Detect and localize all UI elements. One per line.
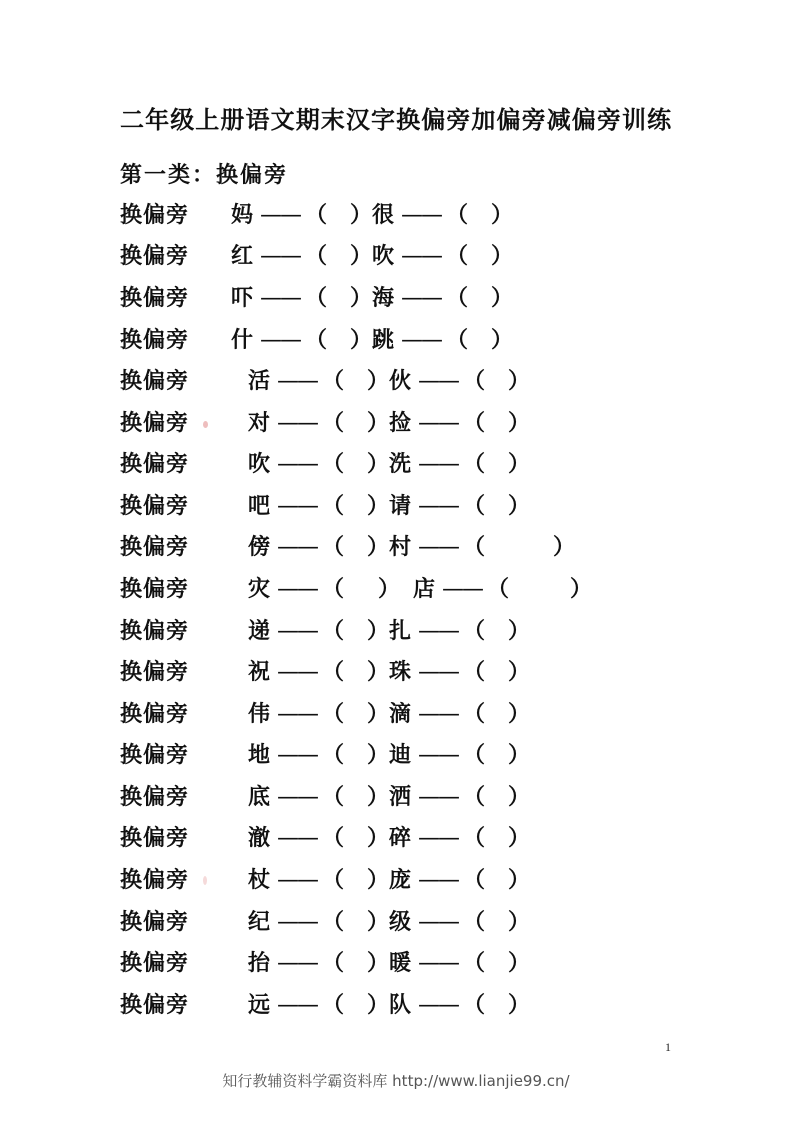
dash: —— xyxy=(277,535,317,561)
dash: —— xyxy=(277,493,317,519)
first-char: 对 xyxy=(248,410,271,436)
exercise-row xyxy=(120,486,680,528)
answer-blank xyxy=(485,783,508,813)
close-paren: ） xyxy=(367,909,390,935)
answer-blank xyxy=(344,409,367,439)
close-paren: ） xyxy=(367,369,390,395)
dash: —— xyxy=(260,285,300,311)
dash: —— xyxy=(418,618,458,644)
close-paren: ） xyxy=(350,327,373,353)
answer-blank xyxy=(468,284,491,314)
first-char: 底 xyxy=(248,784,271,810)
dash: —— xyxy=(260,202,300,228)
second-char: 捡 xyxy=(389,410,412,436)
close-paren: ） xyxy=(367,493,390,519)
answer-blank xyxy=(485,991,508,1021)
answer-blank xyxy=(485,741,508,771)
exercise-row xyxy=(120,902,680,944)
close-paren: ） xyxy=(491,327,514,353)
open-paren: （ xyxy=(305,202,328,228)
answer-blank xyxy=(327,201,350,231)
answer-blank xyxy=(344,908,367,938)
close-paren: ） xyxy=(367,826,390,852)
answer-blank xyxy=(485,658,508,688)
open-paren: （ xyxy=(463,410,486,436)
close-paren: ） xyxy=(508,909,531,935)
row-label: 换偏旁 xyxy=(120,618,190,644)
row-label: 换偏旁 xyxy=(120,992,190,1018)
open-paren: （ xyxy=(322,660,345,686)
open-paren: （ xyxy=(446,327,469,353)
answer-blank xyxy=(344,949,367,979)
open-paren: （ xyxy=(487,576,510,602)
dash: —— xyxy=(277,868,317,894)
dash: —— xyxy=(277,618,317,644)
answer-blank xyxy=(327,242,350,272)
open-paren: （ xyxy=(446,285,469,311)
answer-blank xyxy=(344,617,367,647)
close-paren: ） xyxy=(367,535,390,561)
exercise-row xyxy=(120,777,680,819)
first-char: 抬 xyxy=(248,951,271,977)
row-label: 换偏旁 xyxy=(120,244,190,270)
open-paren: （ xyxy=(322,992,345,1018)
first-char: 什 xyxy=(231,327,254,353)
second-char: 暖 xyxy=(389,951,412,977)
row-label: 换偏旁 xyxy=(120,369,190,395)
open-paren: （ xyxy=(463,701,486,727)
first-char: 吹 xyxy=(248,452,271,478)
open-paren: （ xyxy=(463,826,486,852)
open-paren: （ xyxy=(322,618,345,644)
dash: —— xyxy=(418,826,458,852)
second-char: 滴 xyxy=(389,701,412,727)
open-paren: （ xyxy=(463,493,486,519)
exercise-row xyxy=(120,278,680,320)
close-paren: ） xyxy=(367,701,390,727)
first-char: 伟 xyxy=(248,701,271,727)
first-char: 杖 xyxy=(248,868,271,894)
answer-blank xyxy=(509,575,570,605)
row-label: 换偏旁 xyxy=(120,826,190,852)
answer-blank xyxy=(344,533,367,563)
open-paren: （ xyxy=(322,701,345,727)
row-label: 换偏旁 xyxy=(120,784,190,810)
dash: —— xyxy=(277,576,317,602)
close-paren: ） xyxy=(508,660,531,686)
second-char: 碎 xyxy=(389,826,412,852)
open-paren: （ xyxy=(463,784,486,810)
document-title: 二年级上册语文期末汉字换偏旁加偏旁减偏旁训练 xyxy=(120,106,673,134)
dash: —— xyxy=(418,909,458,935)
close-paren: ） xyxy=(508,992,531,1018)
dash: —— xyxy=(401,327,441,353)
answer-blank xyxy=(468,326,491,356)
first-char: 吧 xyxy=(248,493,271,519)
row-label: 换偏旁 xyxy=(120,868,190,894)
close-paren: ） xyxy=(553,535,576,561)
row-label: 换偏旁 xyxy=(120,951,190,977)
answer-blank xyxy=(327,284,350,314)
close-paren: ） xyxy=(508,369,531,395)
row-label: 换偏旁 xyxy=(120,535,190,561)
close-paren: ） xyxy=(350,285,373,311)
exercise-row xyxy=(120,736,680,778)
dash: —— xyxy=(277,826,317,852)
close-paren: ） xyxy=(508,784,531,810)
close-paren: ） xyxy=(367,868,390,894)
dash: —— xyxy=(418,868,458,894)
second-char: 级 xyxy=(389,909,412,935)
section-heading: 第一类：换偏旁 xyxy=(120,163,289,188)
dash: —— xyxy=(277,369,317,395)
dash: —— xyxy=(418,784,458,810)
second-char: 跳 xyxy=(372,327,395,353)
open-paren: （ xyxy=(322,868,345,894)
close-paren: ） xyxy=(491,285,514,311)
open-paren: （ xyxy=(322,784,345,810)
open-paren: （ xyxy=(463,369,486,395)
open-paren: （ xyxy=(322,452,345,478)
open-paren: （ xyxy=(322,369,345,395)
exercise-row xyxy=(120,985,680,1027)
second-char: 很 xyxy=(372,202,395,228)
exercise-row xyxy=(120,943,680,985)
second-char: 吹 xyxy=(372,244,395,270)
answer-blank xyxy=(344,741,367,771)
dash: —— xyxy=(418,701,458,727)
answer-blank xyxy=(344,991,367,1021)
close-paren: ） xyxy=(367,660,390,686)
close-paren: ） xyxy=(367,452,390,478)
exercise-row xyxy=(120,195,680,237)
row-label: 换偏旁 xyxy=(120,410,190,436)
dash: —— xyxy=(277,410,317,436)
first-char: 妈 xyxy=(231,202,254,228)
dash: —— xyxy=(277,784,317,810)
answer-blank xyxy=(485,409,508,439)
first-char: 纪 xyxy=(248,909,271,935)
open-paren: （ xyxy=(446,202,469,228)
exercise-row xyxy=(120,569,680,611)
exercise-row xyxy=(120,611,680,653)
close-paren: ） xyxy=(378,576,401,602)
answer-blank xyxy=(468,201,491,231)
answer-blank xyxy=(344,783,367,813)
first-char: 灾 xyxy=(248,576,271,602)
open-paren: （ xyxy=(322,576,345,602)
row-label: 换偏旁 xyxy=(120,660,190,686)
exercise-row xyxy=(120,819,680,861)
answer-blank xyxy=(468,242,491,272)
dash: —— xyxy=(277,909,317,935)
answer-blank xyxy=(344,700,367,730)
answer-blank xyxy=(485,367,508,397)
dash: —— xyxy=(277,660,317,686)
close-paren: ） xyxy=(570,576,593,602)
close-paren: ） xyxy=(367,410,390,436)
second-char: 伙 xyxy=(389,369,412,395)
answer-blank xyxy=(485,824,508,854)
second-char: 店 xyxy=(413,576,436,602)
second-char: 海 xyxy=(372,285,395,311)
row-label: 换偏旁 xyxy=(120,285,190,311)
answer-blank xyxy=(344,658,367,688)
second-char: 庞 xyxy=(389,868,412,894)
row-label: 换偏旁 xyxy=(120,909,190,935)
close-paren: ） xyxy=(508,452,531,478)
answer-blank xyxy=(344,450,367,480)
dash: —— xyxy=(277,452,317,478)
answer-blank xyxy=(485,617,508,647)
dash: —— xyxy=(277,951,317,977)
exercise-row xyxy=(120,694,680,736)
row-label: 换偏旁 xyxy=(120,743,190,769)
scan-speck xyxy=(203,421,208,428)
dash: —— xyxy=(418,992,458,1018)
close-paren: ） xyxy=(367,618,390,644)
first-char: 傍 xyxy=(248,535,271,561)
dash: —— xyxy=(418,535,458,561)
dash: —— xyxy=(418,660,458,686)
dash: —— xyxy=(442,576,482,602)
first-char: 递 xyxy=(248,618,271,644)
exercise-row xyxy=(120,444,680,486)
exercise-row xyxy=(120,528,680,570)
open-paren: （ xyxy=(463,909,486,935)
close-paren: ） xyxy=(367,784,390,810)
row-label: 换偏旁 xyxy=(120,452,190,478)
first-char: 地 xyxy=(248,743,271,769)
second-char: 洒 xyxy=(389,784,412,810)
open-paren: （ xyxy=(463,535,486,561)
open-paren: （ xyxy=(463,992,486,1018)
page-number: 1 xyxy=(665,1040,671,1054)
dash: —— xyxy=(401,202,441,228)
first-char: 远 xyxy=(248,992,271,1018)
second-char: 请 xyxy=(389,493,412,519)
second-char: 迪 xyxy=(389,743,412,769)
dash: —— xyxy=(418,493,458,519)
answer-blank xyxy=(485,700,508,730)
answer-blank xyxy=(344,866,367,896)
open-paren: （ xyxy=(305,327,328,353)
open-paren: （ xyxy=(305,285,328,311)
open-paren: （ xyxy=(463,868,486,894)
first-char: 活 xyxy=(248,369,271,395)
close-paren: ） xyxy=(508,868,531,894)
dash: —— xyxy=(260,244,300,270)
exercise-row xyxy=(120,237,680,279)
answer-blank xyxy=(485,908,508,938)
dash: —— xyxy=(401,244,441,270)
close-paren: ） xyxy=(508,826,531,852)
close-paren: ） xyxy=(491,244,514,270)
close-paren: ） xyxy=(350,202,373,228)
dash: —— xyxy=(277,701,317,727)
answer-blank xyxy=(344,492,367,522)
answer-blank xyxy=(485,533,553,563)
open-paren: （ xyxy=(322,743,345,769)
close-paren: ） xyxy=(508,410,531,436)
open-paren: （ xyxy=(463,951,486,977)
answer-blank xyxy=(327,326,350,356)
close-paren: ） xyxy=(508,951,531,977)
row-label: 换偏旁 xyxy=(120,576,190,602)
second-char: 洗 xyxy=(389,452,412,478)
dash: —— xyxy=(277,992,317,1018)
open-paren: （ xyxy=(322,493,345,519)
first-char: 澈 xyxy=(248,826,271,852)
exercise-row xyxy=(120,320,680,362)
open-paren: （ xyxy=(322,909,345,935)
answer-blank xyxy=(485,866,508,896)
row-label: 换偏旁 xyxy=(120,701,190,727)
exercise-row xyxy=(120,361,680,403)
answer-blank xyxy=(485,450,508,480)
row-label: 换偏旁 xyxy=(120,202,190,228)
row-label: 换偏旁 xyxy=(120,493,190,519)
dash: —— xyxy=(260,327,300,353)
answer-blank xyxy=(485,949,508,979)
first-char: 祝 xyxy=(248,660,271,686)
dash: —— xyxy=(418,369,458,395)
open-paren: （ xyxy=(463,618,486,644)
close-paren: ） xyxy=(491,202,514,228)
answer-blank xyxy=(344,575,378,605)
close-paren: ） xyxy=(508,618,531,644)
open-paren: （ xyxy=(463,743,486,769)
close-paren: ） xyxy=(367,951,390,977)
answer-blank xyxy=(344,367,367,397)
close-paren: ） xyxy=(367,743,390,769)
open-paren: （ xyxy=(463,452,486,478)
answer-blank xyxy=(344,824,367,854)
open-paren: （ xyxy=(322,535,345,561)
open-paren: （ xyxy=(322,410,345,436)
dash: —— xyxy=(401,285,441,311)
first-char: 吓 xyxy=(231,285,254,311)
dash: —— xyxy=(418,410,458,436)
close-paren: ） xyxy=(508,493,531,519)
dash: —— xyxy=(418,951,458,977)
dash: —— xyxy=(418,452,458,478)
open-paren: （ xyxy=(322,826,345,852)
dash: —— xyxy=(277,743,317,769)
scan-speck xyxy=(203,876,207,885)
open-paren: （ xyxy=(446,244,469,270)
second-char: 队 xyxy=(389,992,412,1018)
dash: —— xyxy=(418,743,458,769)
exercise-list xyxy=(120,195,680,1027)
close-paren: ） xyxy=(350,244,373,270)
second-char: 珠 xyxy=(389,660,412,686)
close-paren: ） xyxy=(508,743,531,769)
open-paren: （ xyxy=(322,951,345,977)
row-label: 换偏旁 xyxy=(120,327,190,353)
close-paren: ） xyxy=(508,701,531,727)
footer-watermark: 知行教辅资料学霸资料库 http://www.lianjie99.cn/ xyxy=(222,1072,570,1090)
first-char: 红 xyxy=(231,244,254,270)
close-paren: ） xyxy=(367,992,390,1018)
open-paren: （ xyxy=(463,660,486,686)
second-char: 扎 xyxy=(389,618,412,644)
exercise-row xyxy=(120,652,680,694)
second-char: 村 xyxy=(389,535,412,561)
answer-blank xyxy=(485,492,508,522)
open-paren: （ xyxy=(305,244,328,270)
